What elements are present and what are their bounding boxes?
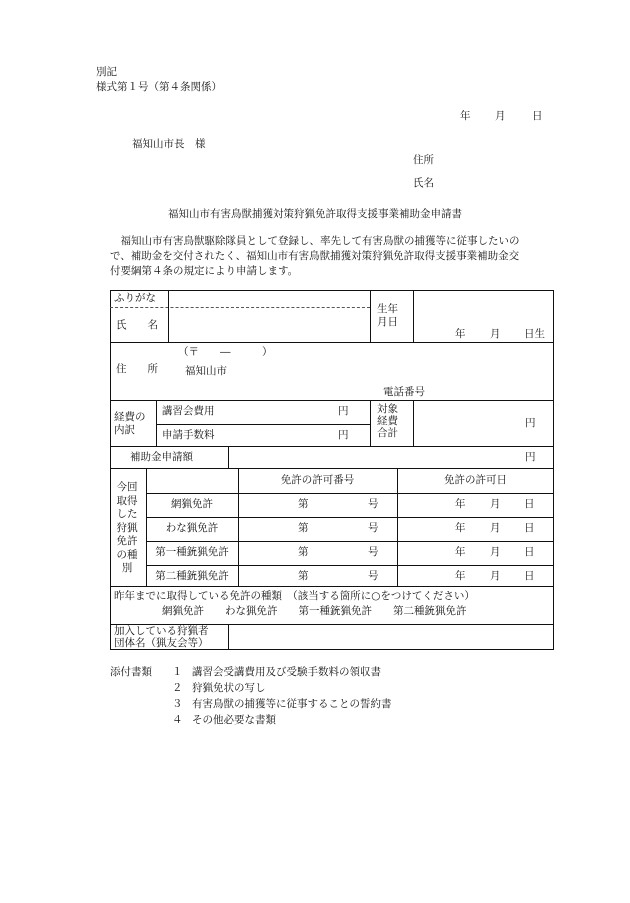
application-form: ふりがな 氏 名 生年 月日 年 月 日生 住 所 （〒 ― ） 福知山市 電話番号 経費の 内訳 講習会費用 円 申請手数料 円 対象 経費 合計 円 補助金申請額 円 今回 取得 した 狩猟 免許 の種 別 免許の許可番号 免許の許可日 網猟免許 第 号 年 月 日 わな猟免許 第 号 年 月 日 第一種銃猟免許 第 号 年 月 日 第二種銃猟免許 第 号 年 月 日 昨年までに取得している免許の種類 （該当する箇所に○をつけてください） 網猟免許 わな猟免許 第一種銃猟免許 第二種銃猟免許 加入している狩猟者 団体名（猟友会等） (110, 290, 554, 650)
subsidy-amount-label: 補助金申請額 (130, 451, 193, 463)
name-field[interactable] (168, 308, 370, 342)
hunter-association-field[interactable] (229, 625, 553, 649)
intro-line-1: 福知山市有害鳥獣駆除隊員として登録し、率先して有害鳥獣の捕獲等に従事したいの (110, 235, 520, 247)
applicant-address-label: 住所 (413, 154, 434, 166)
phone-label: 電話番号 (383, 386, 425, 398)
intro-line-2: で、補助金を交付されたく、福知山市有害鳥獣捕獲対策狩猟免許取得支援事業補助金交 (110, 250, 520, 262)
attachment-2-num: ２ (172, 682, 183, 694)
previous-licenses-label: 昨年までに取得している免許の種類 （該当する箇所に○をつけてください） (114, 590, 475, 602)
postal-code-field[interactable]: （〒 ― ） (178, 346, 273, 358)
attachment-3-num: ３ (172, 698, 183, 710)
target-expense-yen: 円 (525, 417, 536, 429)
expense-breakdown-label: 経費の 内訳 (114, 411, 146, 436)
hunter-association-label: 加入している狩猟者 団体名（猟友会等） (114, 625, 209, 649)
attachment-1-text: 講習会受講費用及び受験手数料の領収書 (192, 666, 381, 678)
course-fee-yen: 円 (338, 405, 349, 417)
date-month-label: 月 (495, 110, 506, 122)
attachment-4-text: その他必要な書類 (192, 714, 276, 726)
previous-license-options[interactable]: 網猟免許 わな猟免許 第一種銃猟免許 第二種銃猟免許 (162, 605, 467, 617)
address-label: 住 所 (116, 363, 158, 375)
attachment-1-num: １ (172, 666, 183, 678)
document-title: 福知山市有害鳥獣捕獲対策狩猟免許取得支援事業補助金申請書 (168, 208, 462, 220)
birth-year-label: 年 (455, 328, 466, 340)
attachment-2-text: 狩猟免状の写し (192, 682, 266, 694)
furigana-label: ふりがな (114, 292, 156, 304)
name-label: 氏 名 (116, 319, 158, 331)
attachment-4-num: ４ (172, 714, 183, 726)
applicant-name-label: 氏名 (413, 177, 434, 189)
application-fee-yen: 円 (338, 429, 349, 441)
addressee: 福知山市長 様 (132, 138, 206, 150)
city-label: 福知山市 (185, 365, 227, 377)
license-date-header: 免許の許可日 (444, 474, 507, 486)
target-expense-total-label: 対象 経費 合計 (377, 403, 398, 439)
subsidy-amount-yen: 円 (525, 451, 536, 463)
intro-line-3: 付要綱第４条の規定により申請します。 (110, 265, 299, 277)
application-fee-label: 申請手数料 (162, 429, 215, 441)
appendix-label: 別記 (96, 66, 117, 78)
course-fee-label: 講習会費用 (162, 405, 215, 417)
form-number: 様式第１号（第４条関係） (96, 81, 222, 93)
acquired-license-types-label: 今回 取得 した 狩猟 免許 の種 別 (116, 481, 138, 574)
birth-day-label: 日生 (524, 328, 545, 340)
birth-month-label: 月 (490, 328, 501, 340)
attachment-3-text: 有害鳥獣の捕獲等に従事することの誓約書 (192, 698, 392, 710)
date-year-label: 年 (460, 110, 471, 122)
date-day-label: 日 (532, 110, 543, 122)
attachments-label: 添付書類 (110, 666, 152, 678)
license-number-header: 免許の許可番号 (280, 474, 355, 486)
birthdate-label: 生年 月日 (377, 303, 398, 328)
